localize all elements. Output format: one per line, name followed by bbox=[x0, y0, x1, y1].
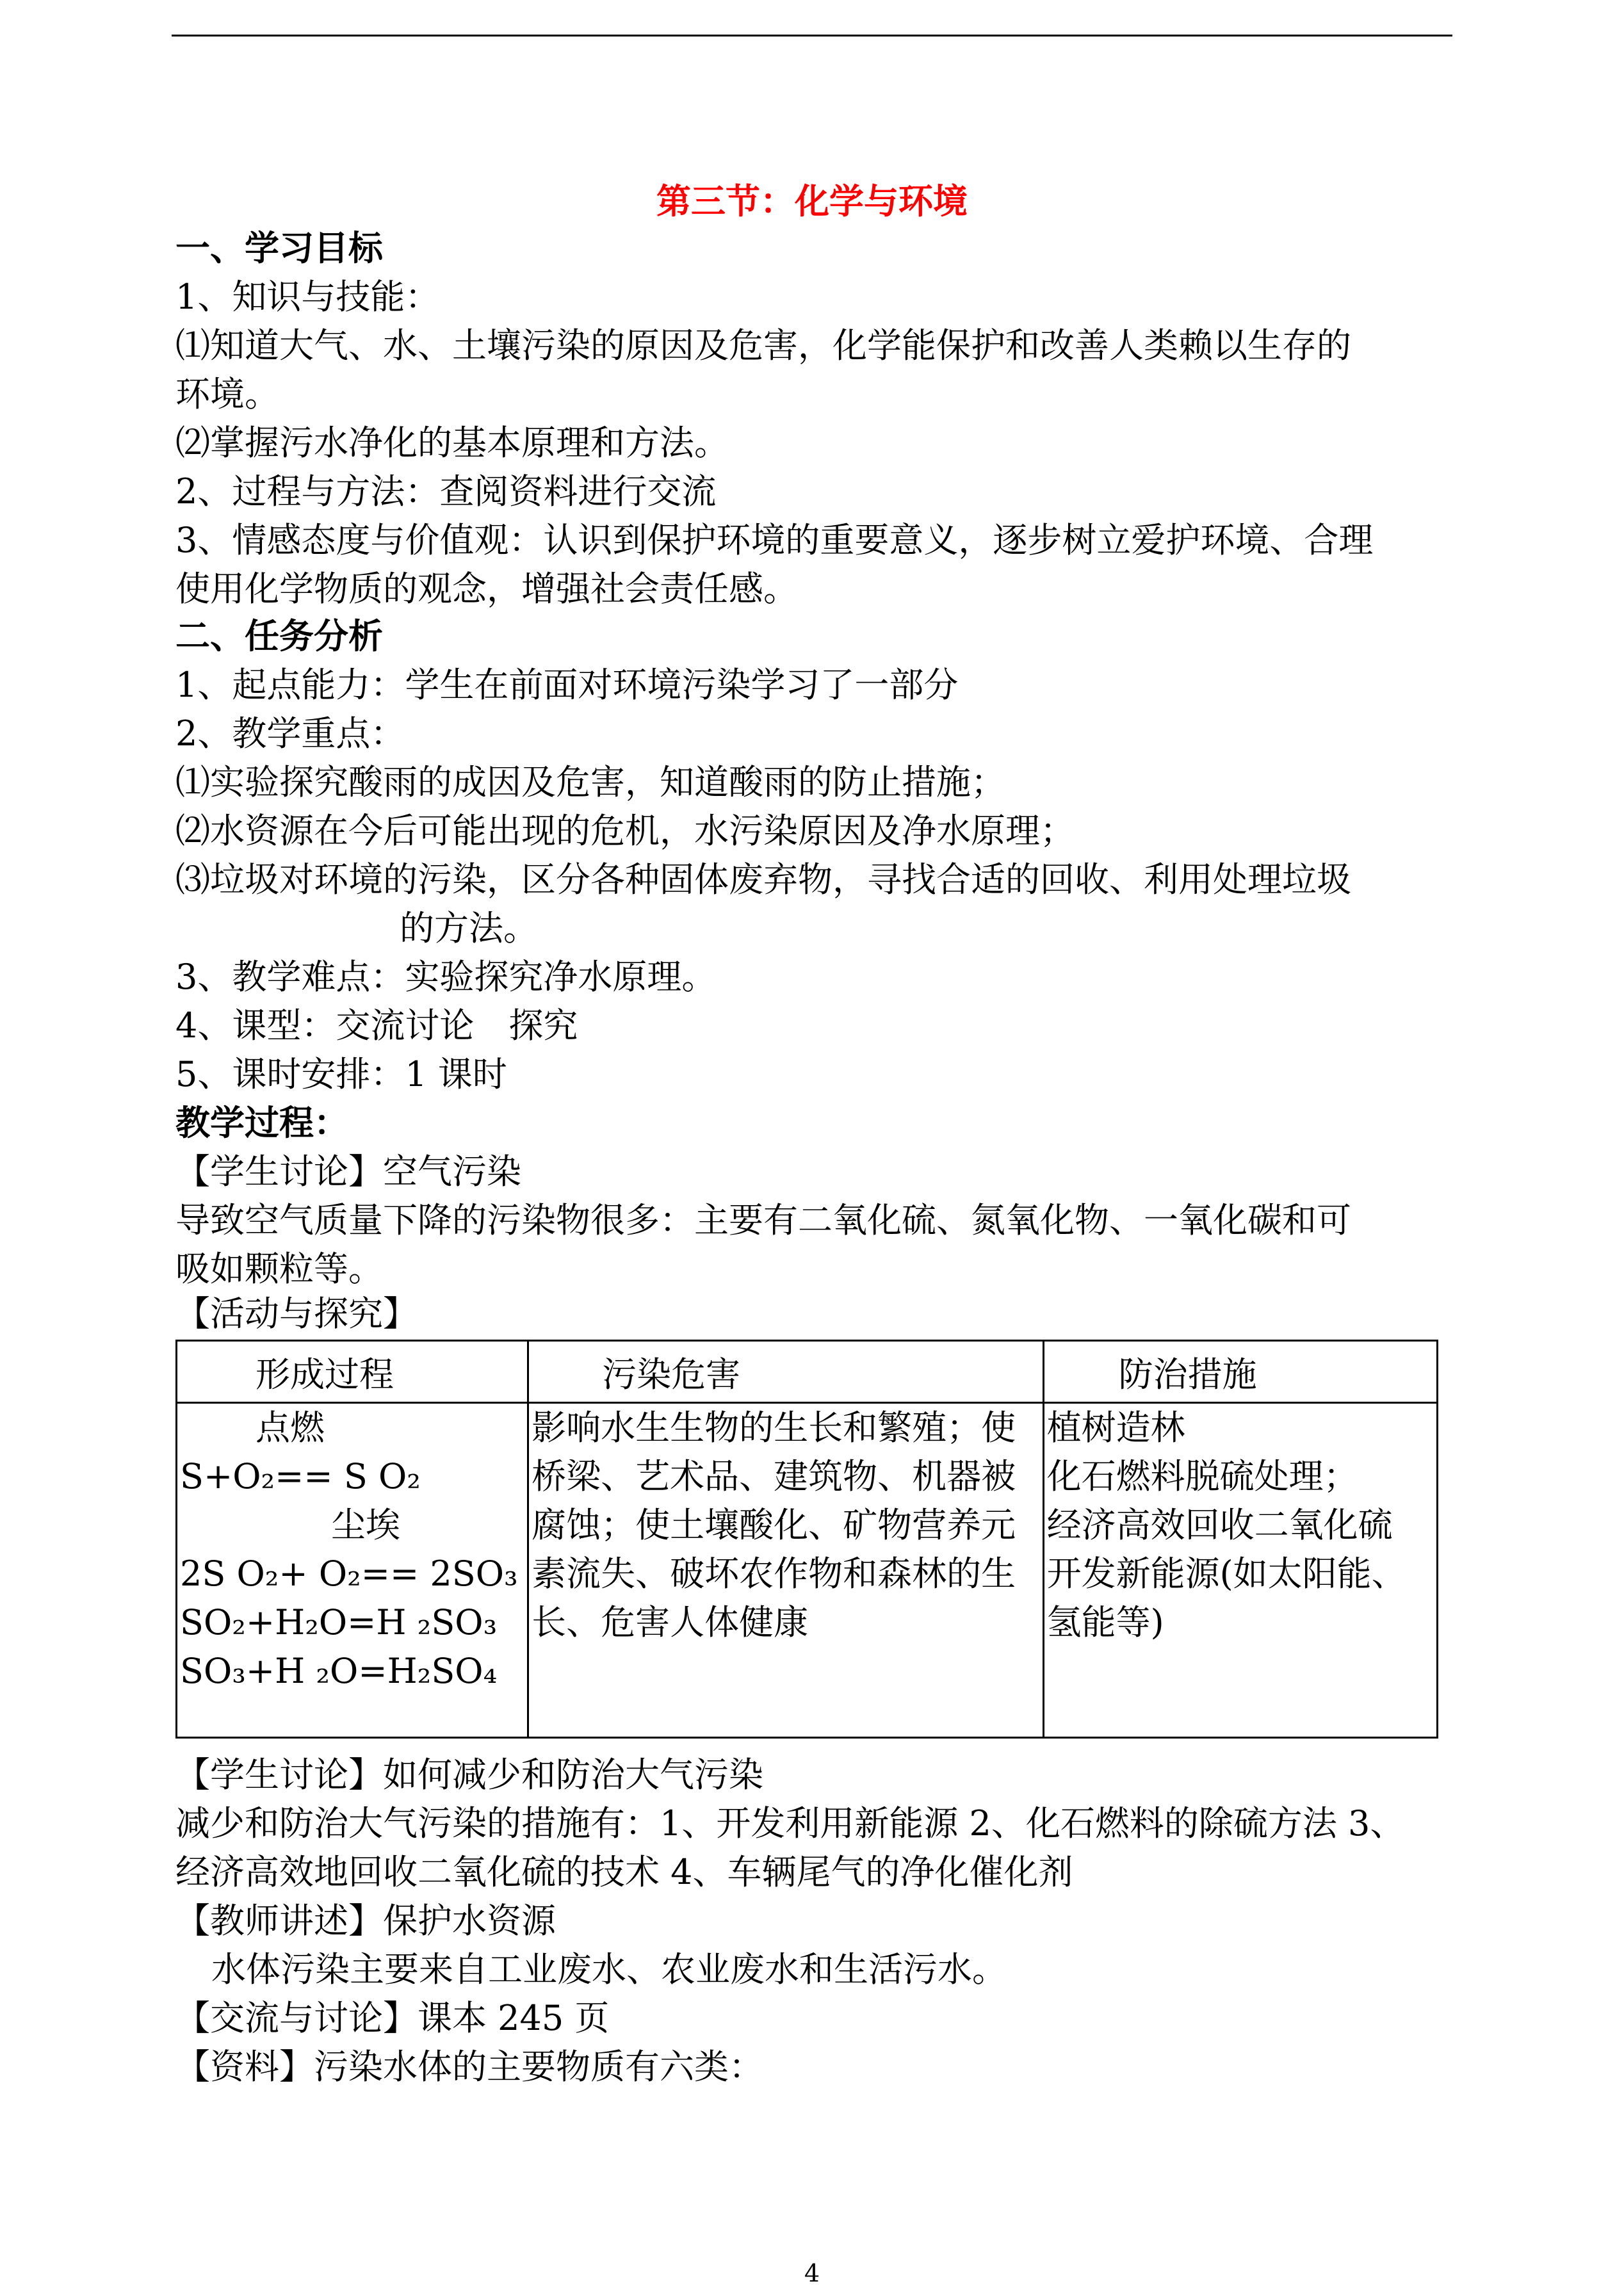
text-line: 环境。 bbox=[175, 374, 279, 414]
text-line: 【资料】污染水体的主要物质有六类： bbox=[175, 2047, 763, 2087]
text-line: 导致空气质量下降的污染物很多：主要有二氧化硫、氮氧化物、一氧化碳和可 bbox=[175, 1200, 1351, 1240]
text-line: 2、过程与方法：查阅资料进行交流 bbox=[175, 471, 717, 512]
text-line: 水体污染主要来自工业废水、农业废水和生活污水。 bbox=[211, 1949, 1007, 1990]
measure-line: 化石燃料脱硫处理； bbox=[1046, 1456, 1358, 1496]
text-line: ⑶垃圾对环境的污染，区分各种固体废弃物，寻找合适的回收、利用处理垃圾 bbox=[175, 859, 1351, 900]
text-line: ⑵掌握污水净化的基本原理和方法。 bbox=[175, 423, 729, 463]
section-heading-process: 教学过程： bbox=[175, 1103, 348, 1143]
measure-line: 植树造林 bbox=[1046, 1407, 1185, 1448]
text-line: 【教师讲述】保护水资源 bbox=[175, 1901, 556, 1941]
page-number: 4 bbox=[804, 2259, 820, 2287]
text-line: 3、情感态度与价值观：认识到保护环境的重要意义，逐步树立爱护环境、合理 bbox=[175, 520, 1374, 560]
harm-line: 腐蚀；使土壤酸化、矿物营养元 bbox=[532, 1505, 1016, 1545]
measure-line: 开发新能源(如太阳能、 bbox=[1046, 1553, 1406, 1594]
text-line: 使用化学物质的观念，增强社会责任感。 bbox=[175, 569, 798, 609]
section-heading-goals: 一、学习目标 bbox=[175, 228, 383, 268]
table-cell-harm bbox=[528, 1403, 1043, 1738]
text-line: 的方法。 bbox=[400, 908, 538, 948]
harm-line: 桥梁、艺术品、建筑物、机器被 bbox=[532, 1456, 1016, 1496]
text-line: ⑴实验探究酸雨的成因及危害，知道酸雨的防止措施； bbox=[175, 762, 1005, 802]
text-line: ⑴知道大气、水、土壤污染的原因及危害，化学能保护和改善人类赖以生存的 bbox=[175, 325, 1351, 366]
table-cell-formation bbox=[177, 1403, 528, 1738]
table-header-measures: 防治措施 bbox=[1043, 1341, 1437, 1403]
table-header-harm: 污染危害 bbox=[528, 1341, 1043, 1403]
pollution-table bbox=[175, 1340, 1438, 1739]
harm-line: 素流失、破坏农作物和森林的生 bbox=[532, 1553, 1016, 1594]
table-cell-measures bbox=[1043, 1403, 1437, 1738]
equation: S+O₂== S O₂ bbox=[180, 1456, 421, 1496]
measure-line: 经济高效回收二氧化硫 bbox=[1046, 1505, 1393, 1545]
text-line: ⑵水资源在今后可能出现的危机，水污染原因及净水原理； bbox=[175, 811, 1075, 851]
text-line: 经济高效地回收二氧化硫的技术 4、车辆尾气的净化催化剂 bbox=[175, 1852, 1073, 1892]
text-line: 【活动与探究】 bbox=[175, 1293, 418, 1334]
text-line: 1、起点能力：学生在前面对环境污染学习了一部分 bbox=[175, 665, 959, 705]
text-line: 【学生讨论】空气污染 bbox=[175, 1151, 521, 1192]
page-title: 第三节：化学与环境 bbox=[656, 181, 968, 222]
harm-line: 影响水生生物的生长和繁殖；使 bbox=[532, 1407, 1016, 1448]
reaction-condition: 点燃 bbox=[256, 1407, 325, 1448]
text-line: 4、课型：交流讨论 探究 bbox=[175, 1005, 578, 1046]
header-rule bbox=[172, 35, 1452, 36]
equation: SO₃+H ₂O=H₂SO₄ bbox=[180, 1651, 498, 1691]
section-heading-analysis: 二、任务分析 bbox=[175, 616, 383, 656]
reaction-condition: 尘埃 bbox=[331, 1505, 400, 1545]
text-line: 3、教学难点：实验探究净水原理。 bbox=[175, 957, 717, 997]
harm-line: 长、危害人体健康 bbox=[532, 1602, 809, 1642]
text-line: 2、教学重点： bbox=[175, 713, 405, 754]
text-line: 吸如颗粒等。 bbox=[175, 1249, 383, 1289]
equation: 2S O₂+ O₂== 2SO₃ bbox=[180, 1553, 518, 1594]
text-line: 【学生讨论】如何减少和防治大气污染 bbox=[175, 1755, 763, 1795]
equation: SO₂+H₂O=H ₂SO₃ bbox=[180, 1602, 498, 1642]
text-line: 【交流与讨论】课本 245 页 bbox=[175, 1998, 610, 2038]
text-line: 1、知识与技能： bbox=[175, 277, 440, 317]
text-line: 5、课时安排：1 课时 bbox=[175, 1054, 507, 1094]
text-line: 减少和防治大气污染的措施有：1、开发利用新能源 2、化石燃料的除硫方法 3、 bbox=[175, 1803, 1405, 1844]
table-header-formation: 形成过程 bbox=[177, 1341, 528, 1403]
measure-line: 氢能等) bbox=[1046, 1602, 1164, 1642]
